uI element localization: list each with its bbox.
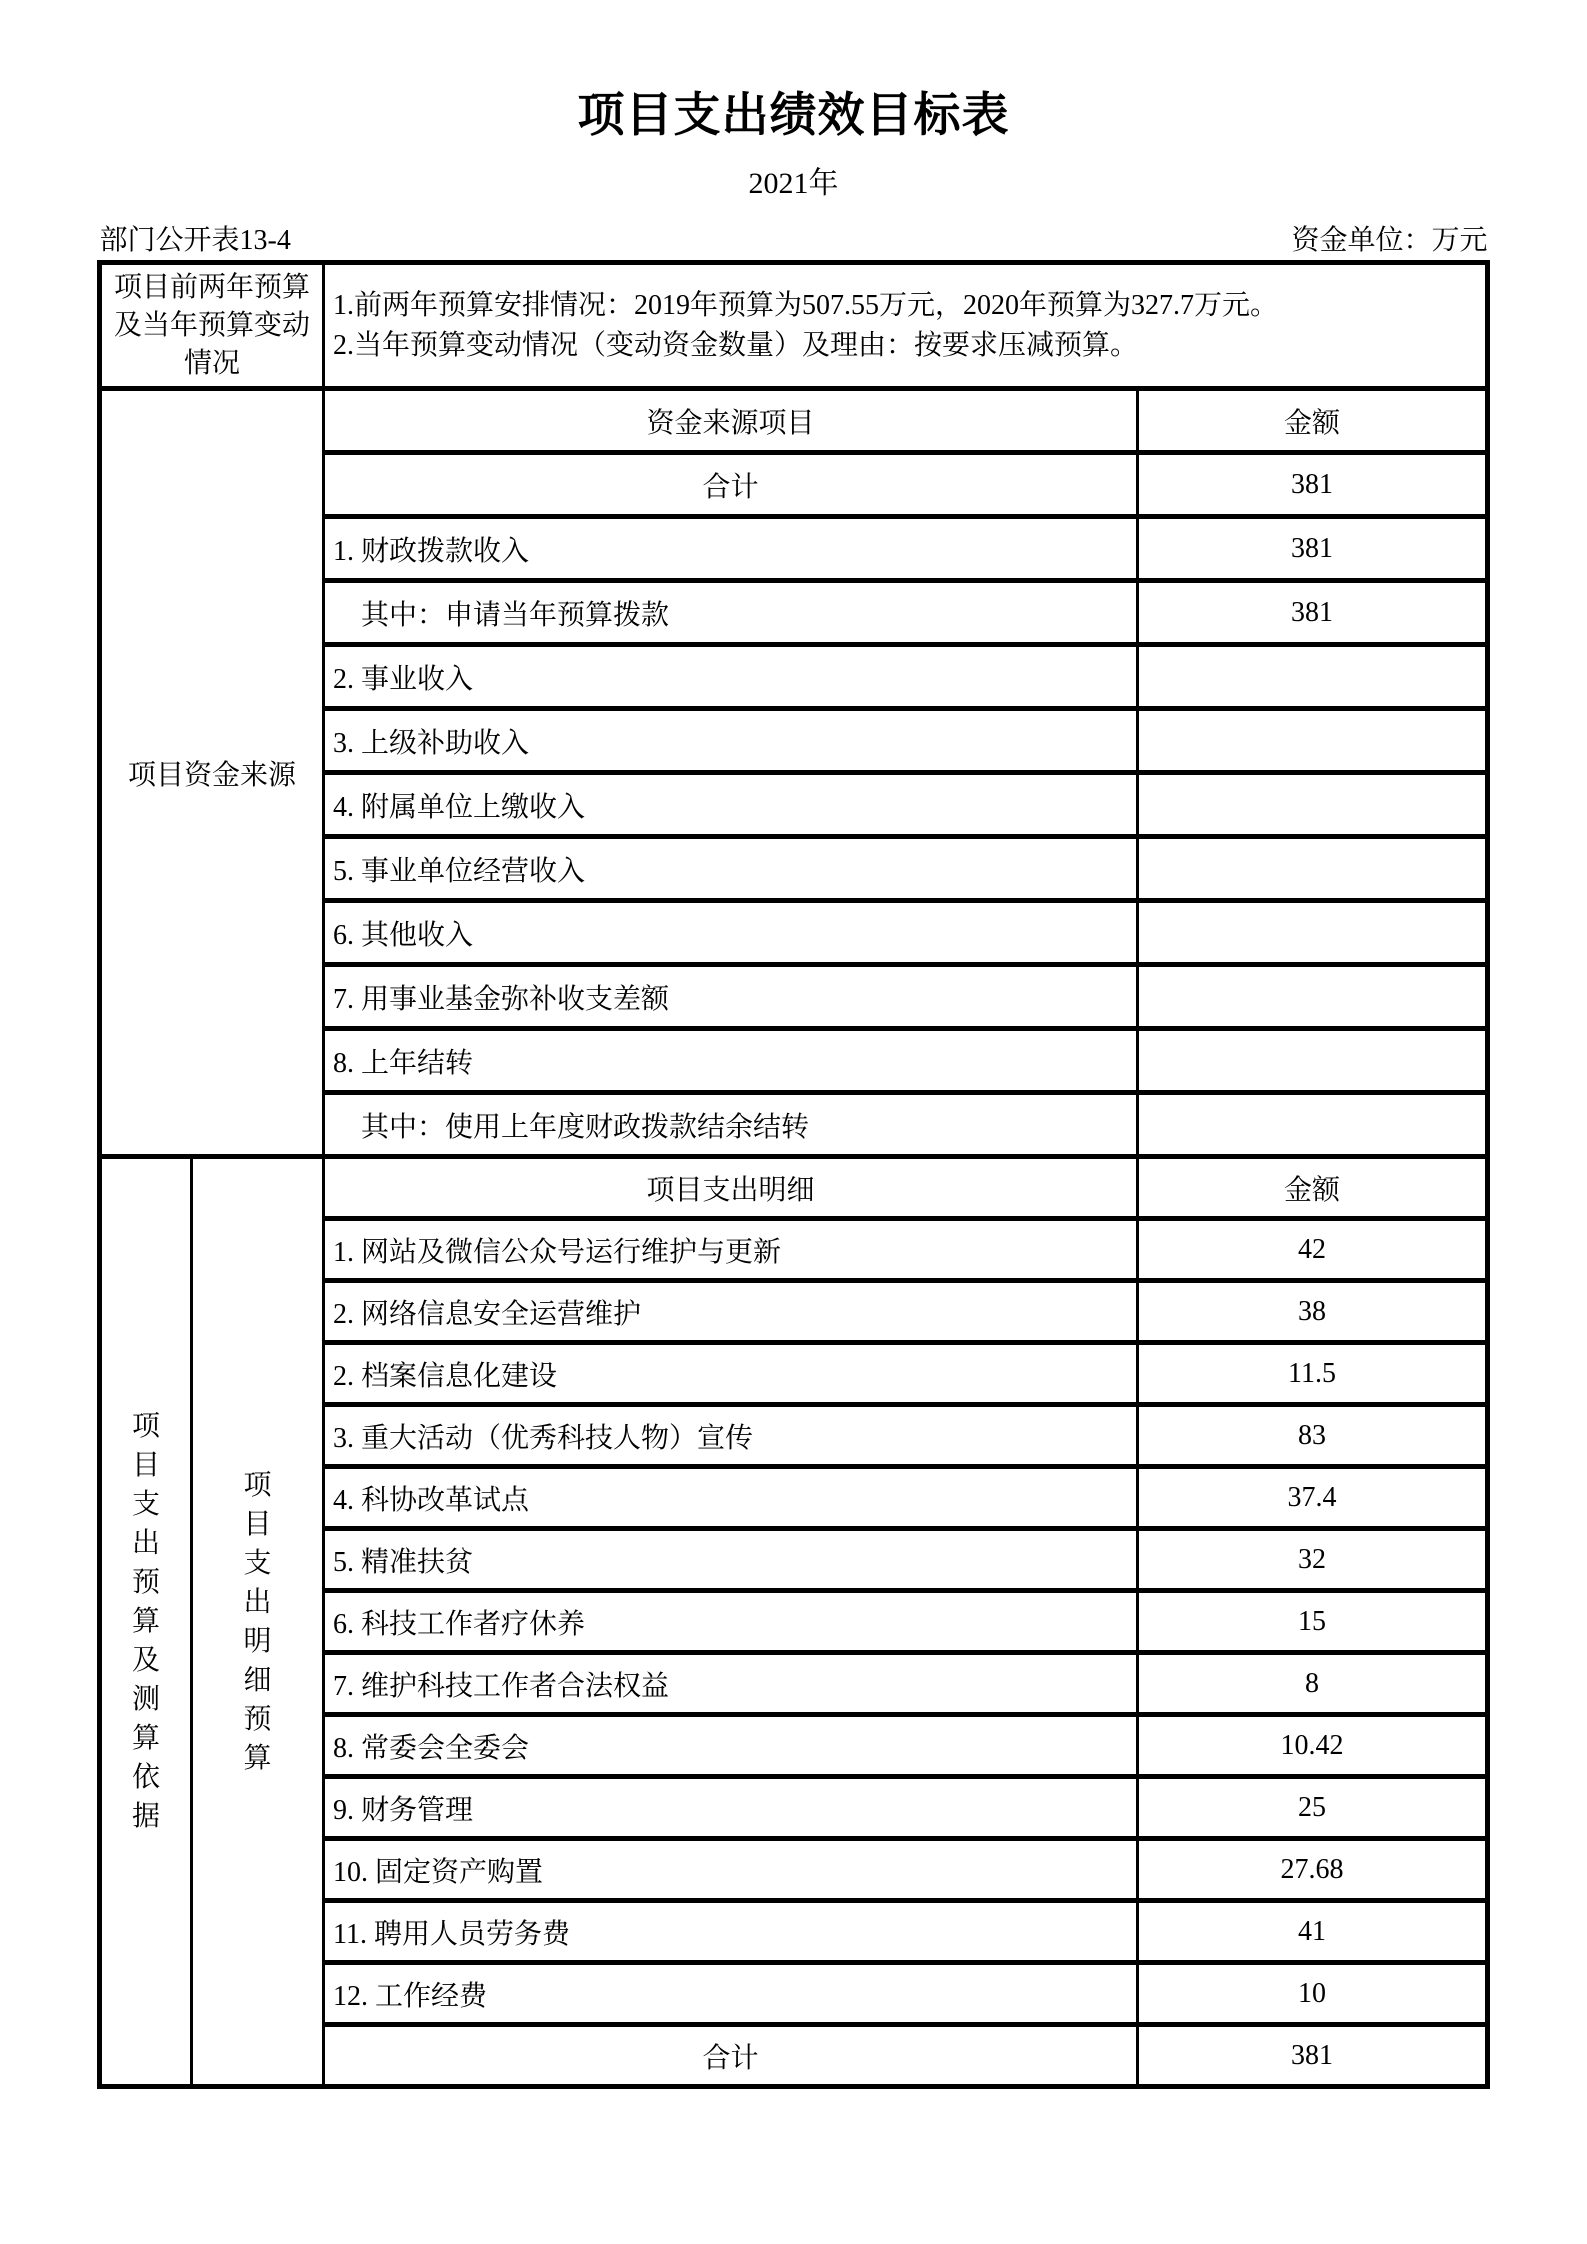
funding-item-label: 6. 其他收入 [323,901,1137,965]
expenditure-amount: 83 [1137,1405,1487,1467]
funding-item-label: 合计 [323,453,1137,517]
funding-item-label: 3. 上级补助收入 [323,709,1137,773]
expenditure-item-label: 9. 财务管理 [323,1777,1137,1839]
prior-budget-line-2: 2.当年预算变动情况（变动资金数量）及理由：按要求压减预算。 [332,329,1138,361]
expenditure-amount: 8 [1137,1653,1487,1715]
expenditure-item-label: 合计 [323,2025,1137,2087]
funding-item-label: 7. 用事业基金弥补收支差额 [323,965,1137,1029]
expenditure-amount: 37.4 [1137,1467,1487,1529]
expenditure-item-label: 5. 精准扶贫 [323,1529,1137,1591]
expenditure-col-amount-header: 金额 [1137,1157,1487,1219]
expenditure-item-label: 4. 科协改革试点 [323,1467,1137,1529]
expenditure-item-label: 8. 常委会全委会 [323,1715,1137,1777]
funding-item-label: 其中：使用上年度财政拨款结余结转 [323,1093,1137,1157]
prior-budget-row-header-text: 项目前两年预算及当年预算变动情况 [113,271,310,379]
expenditure-item-label: 3. 重大活动（优秀科技人物）宣传 [323,1405,1137,1467]
funding-amount: 381 [1137,453,1487,517]
expenditure-row-header-inner-text: 项目支出明细预算 [243,1469,272,1774]
funding-amount [1137,645,1487,709]
funding-amount [1137,837,1487,901]
funding-item-label: 5. 事业单位经营收入 [323,837,1137,901]
expenditure-amount: 11.5 [1137,1343,1487,1405]
expenditure-item-label: 6. 科技工作者疗休养 [323,1591,1137,1653]
expenditure-amount: 41 [1137,1901,1487,1963]
unit-note: 资金单位：万元 [1291,225,1488,256]
expenditure-row-header-outer-text: 项目支出预算及测算依据 [131,1411,160,1832]
funding-amount [1137,965,1487,1029]
meta-row [100,226,1488,256]
expenditure-col-item-header: 项目支出明细 [323,1157,1137,1219]
expenditure-item-label: 11. 聘用人员劳务费 [323,1901,1137,1963]
funding-item-label: 4. 附属单位上缴收入 [323,773,1137,837]
funding-col-amount-header: 金额 [1137,389,1487,453]
funding-amount [1137,1029,1487,1093]
funding-amount [1137,1093,1487,1157]
funding-item-label: 8. 上年结转 [323,1029,1137,1093]
expenditure-amount: 10.42 [1137,1715,1487,1777]
expenditure-item-label: 12. 工作经费 [323,1963,1137,2025]
expenditure-amount: 15 [1137,1591,1487,1653]
prior-budget-row-header [99,263,323,389]
funding-amount [1137,709,1487,773]
funding-item-label: 1. 财政拨款收入 [323,517,1137,581]
expenditure-row-header-inner [191,1157,323,2087]
expenditure-item-label: 1. 网站及微信公众号运行维护与更新 [323,1219,1137,1281]
prior-budget-line-1: 1.前两年预算安排情况：2019年预算为507.55万元，2020年预算为327.7万元。 [332,289,1278,321]
expenditure-amount: 25 [1137,1777,1487,1839]
funding-amount [1137,901,1487,965]
funding-col-item-header: 资金来源项目 [323,389,1137,453]
funding-header-row [99,389,1487,453]
prior-budget-content [323,263,1487,389]
page-subtitle: 2021年 [748,167,839,200]
expenditure-amount: 10 [1137,1963,1487,2025]
expenditure-item-label: 10. 固定资产购置 [323,1839,1137,1901]
funding-item-label: 2. 事业收入 [323,645,1137,709]
page-title: 项目支出绩效目标表 [577,90,1010,142]
expenditure-item-label: 2. 档案信息化建设 [323,1343,1137,1405]
expenditure-amount: 42 [1137,1219,1487,1281]
expenditure-amount: 38 [1137,1281,1487,1343]
funding-amount: 381 [1137,581,1487,645]
expenditure-amount: 381 [1137,2025,1487,2087]
funding-row-header: 项目资金来源 [99,389,323,1157]
expenditure-row-header-outer [99,1157,191,2087]
prior-budget-row [99,263,1487,389]
funding-amount: 381 [1137,517,1487,581]
budget-table [97,260,1490,2089]
expenditure-header-row [99,1157,1487,1219]
expenditure-amount: 27.68 [1137,1839,1487,1901]
table-code: 部门公开表13-4 [99,225,291,256]
expenditure-item-label: 7. 维护科技工作者合法权益 [323,1653,1137,1715]
funding-item-label: 其中：申请当年预算拨款 [323,581,1137,645]
expenditure-amount: 32 [1137,1529,1487,1591]
funding-amount [1137,773,1487,837]
expenditure-item-label: 2. 网络信息安全运营维护 [323,1281,1137,1343]
